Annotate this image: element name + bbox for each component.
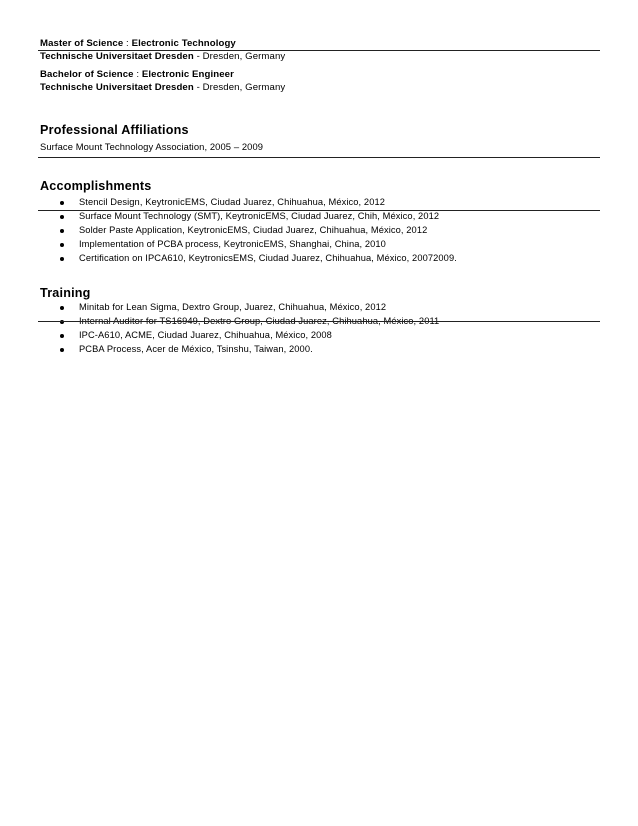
list-item: Solder Paste Application, KeytronicEMS, Ciudad Juarez, Chihuahua, México, 2012 [60,224,457,238]
list-item: Surface Mount Technology (SMT), KeytronicEMS, Ciudad Juarez, Chih, México, 2012 [60,210,457,224]
divider [38,210,600,211]
list-item: Minitab for Lean Sigma, Dextro Group, Juarez, Chihuahua, México, 2012 [60,301,439,315]
list-item: Internal Auditor for TS16949, Dextro Group, Ciudad Juarez, Chihuahua, México, 2011 [60,315,439,329]
section-title-accomplishments: Accomplishments [40,179,152,193]
university-name: Technische Universitaet Dresden [40,82,194,93]
list-item: IPC-A610, ACME, Ciudad Juarez, Chihuahua, México, 2008 [60,329,439,343]
divider [38,321,600,322]
university-location: - Dresden, Germany [193,82,286,93]
degree-name: Bachelor of Science [40,69,134,80]
bullet-icon [60,243,64,247]
list-item: Stencil Design, KeytronicEMS, Ciudad Juarez, Chihuahua, México, 2012 [60,196,457,210]
education-university-2 [40,82,285,93]
degree-field: Electronic Engineer [141,69,234,80]
university-name: Technische Universitaet Dresden [40,51,194,62]
bullet-icon [60,306,64,310]
bullet-icon [60,201,64,205]
affiliation-text: Surface Mount Technology Association, 2005 – 2009 [40,141,264,152]
degree-name: Master of Science [40,38,124,49]
list-item: Certification on IPCA610, KeytronicsEMS, Ciudad Juarez, Chihuahua, México, 20072009. [60,252,457,266]
bullet-icon [60,257,64,261]
bullet-icon [60,334,64,338]
training-list [60,301,439,357]
education-degree-1: Master of Science : Electronic Technology [40,38,236,49]
degree-field: Electronic Technology [131,38,236,49]
bullet-icon [60,215,64,219]
section-title-training: Training [40,286,91,300]
list-item: Implementation of PCBA process, KeytronicEMS, Shanghai, China, 2010 [60,238,457,252]
education-degree-2: Bachelor of Science : Electronic Engineer [40,69,234,80]
education-university-1 [40,51,285,62]
bullet-icon [60,229,64,233]
section-title-affiliations: Professional Affiliations [40,123,189,137]
university-location: - Dresden, Germany [193,51,286,62]
list-item: PCBA Process, Acer de México, Tsinshu, Taiwan, 2000. [60,343,439,357]
divider [38,157,600,158]
bullet-icon [60,348,64,352]
accomplishments-list [60,196,457,265]
